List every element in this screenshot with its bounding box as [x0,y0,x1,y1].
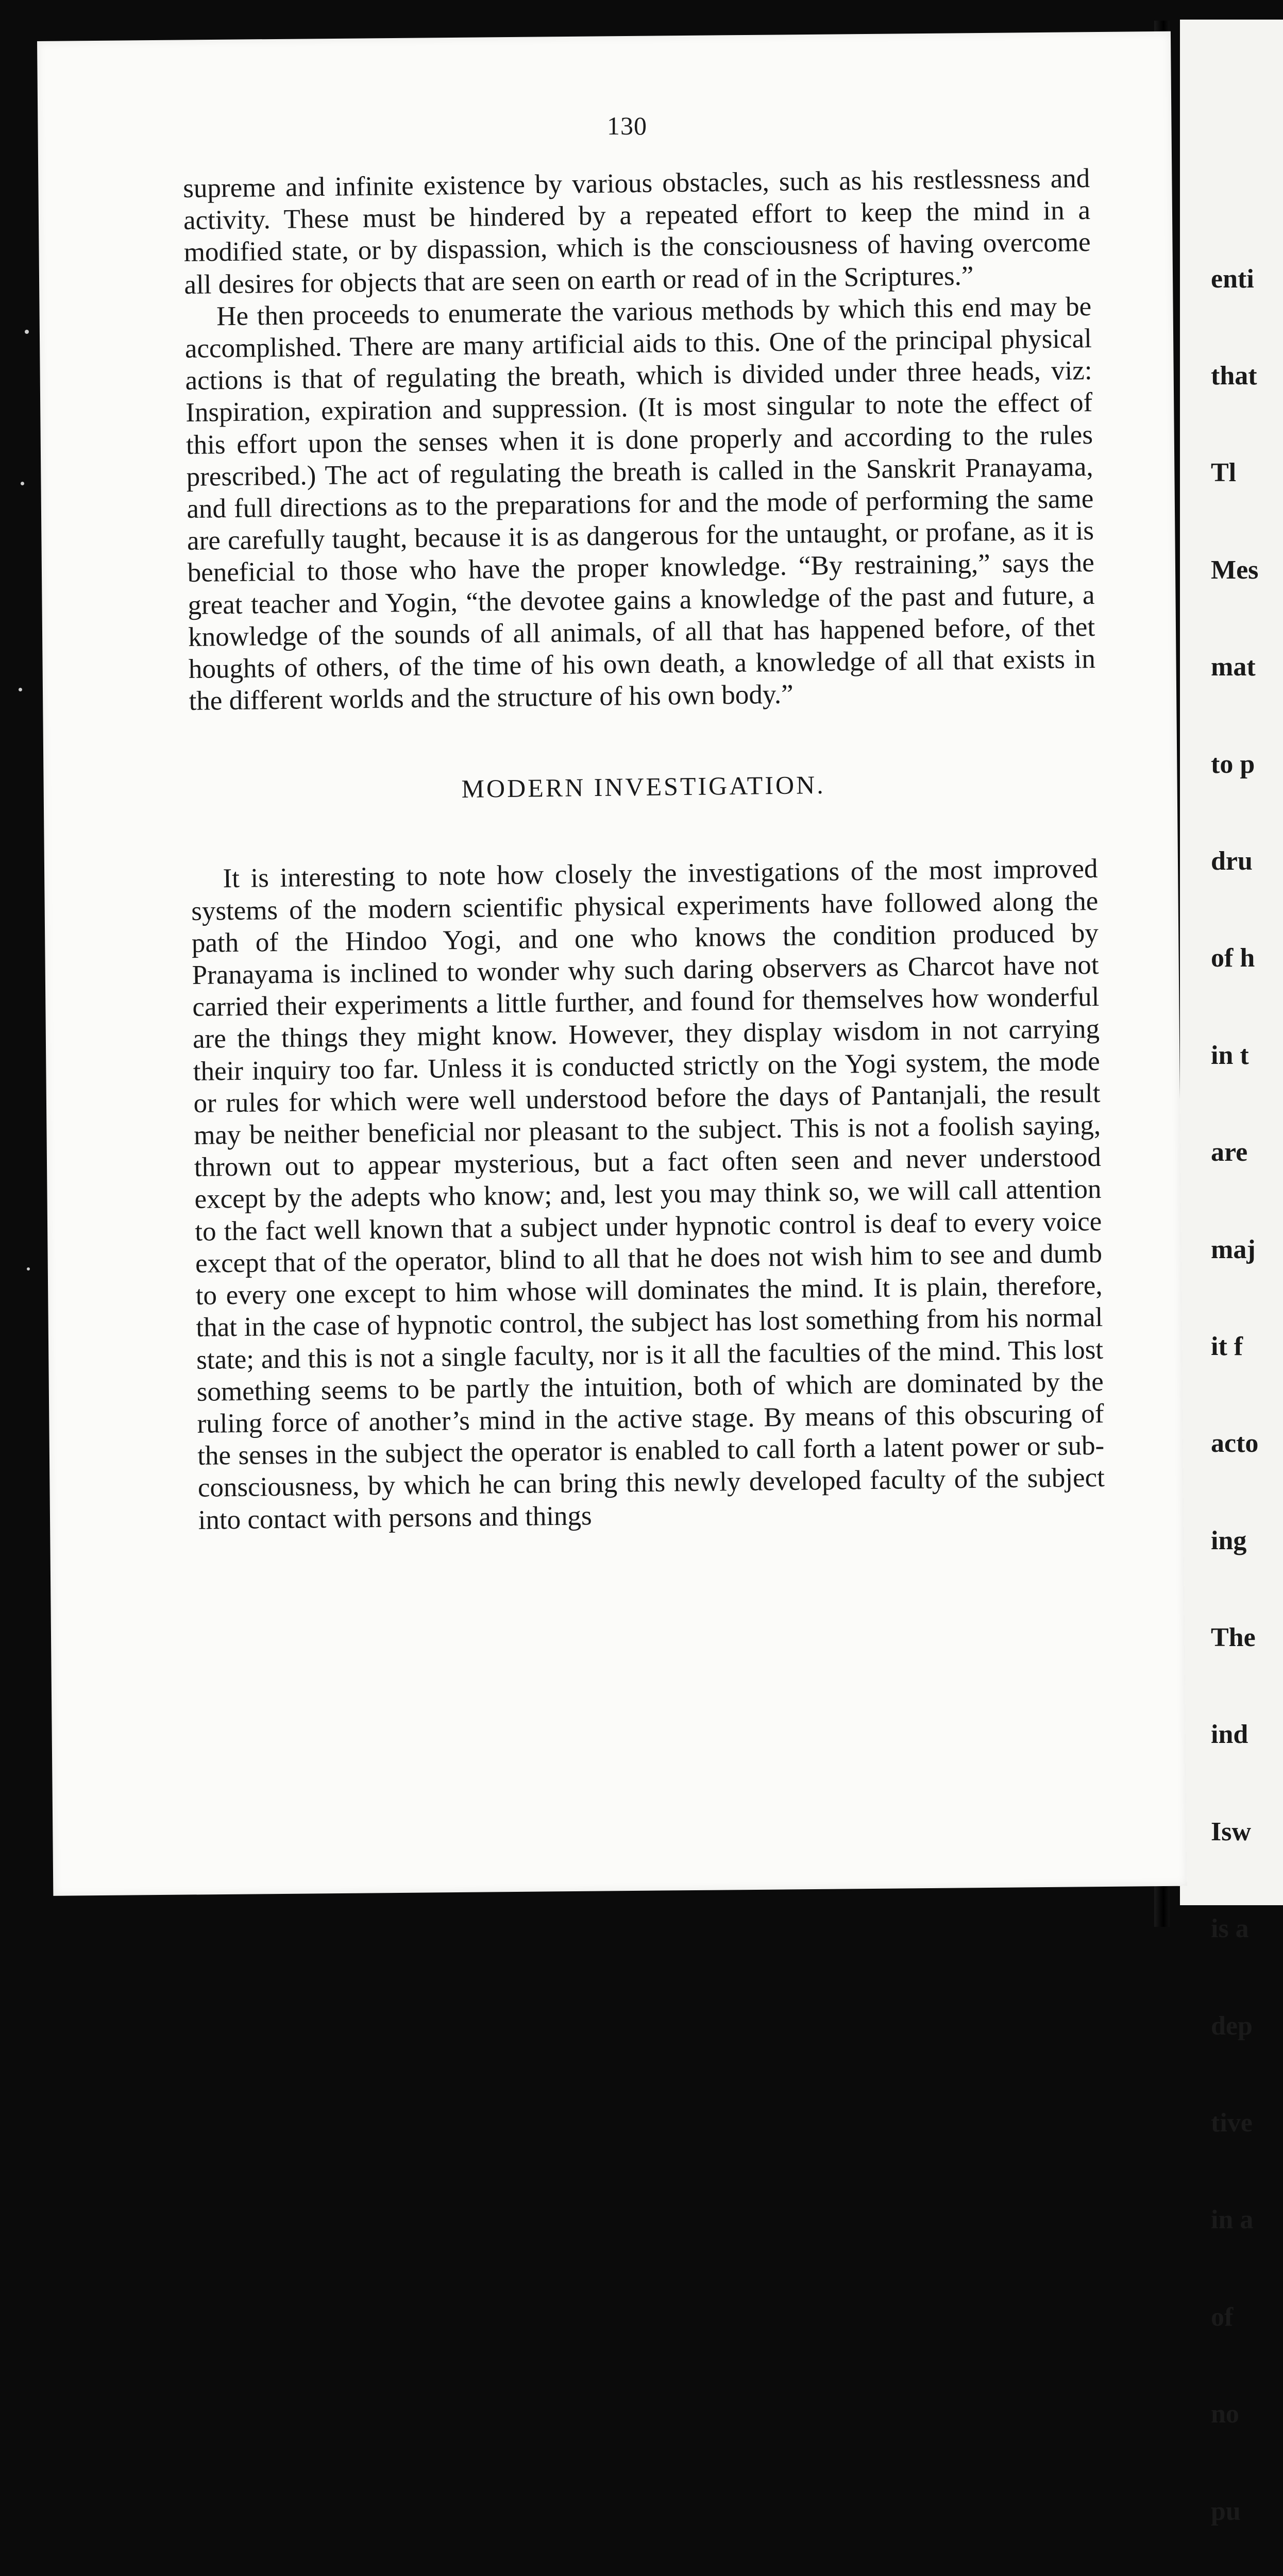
adjacent-fragment: are [1211,1138,1248,1167]
paragraph: supreme and infinite existence by various obstacles, such as his restlessness and activity. These must be hindered by a repeated effort to keep the mind in a modified state, or by dispassion, which is the consciousness of having overcome all desires for objects that are seen on earth or read of in the Scriptures.” [183,163,1091,300]
scan-speck [25,330,29,334]
scan-speck [27,1267,30,1270]
adjacent-fragment: of [1211,2302,1234,2332]
adjacent-fragment: is a [1211,1914,1249,1944]
adjacent-fragment: no [1211,2399,1239,2429]
adjacent-fragment: Mes [1211,555,1259,585]
adjacent-fragment: Tl [1211,458,1237,488]
adjacent-fragment: ing [1211,1526,1247,1555]
adjacent-fragment: that [1211,361,1257,391]
paragraph: It is interesting to note how closely the investigations of the most improved systems of the modern scientific physical experiments have followed along the path of the Hindoo Yogi, and one who knows the condition produced by Pranayama is inclined to wonder why such daring observers as Charcot have not carried their experiments a little further, and found for themselves how wonderful are the things they might know. However, they display wisdom in not carrying their inquiry too far. Unless it is conducted strictly on the Yogi system, the mode or rules for which were well understood before the days of Pantanjali, the result may be neither beneficial nor pleasant to the subject. This is not a foolish saying, thrown out to appear mysterious, but a fact often seen and never understood except by the adepts who know; and, lest you may think so, we will call attention to the fact well known that a subject under hypnotic control is deaf to every voice except that of the operator, blind to all that he does not wish him to see and dumb to every one except to him whose will dominates the mind. It is plain, therefore, that in the case of hypnotic control, the subject has lost something from his normal state; and this is not a single faculty, nor is it all the faculties of the mind. This lost something seems to be partly the intuition, both of which are dominated by the ruling force of another’s mind in the active stage. By means of this obscuring of the senses in the subject the operator is enabled to call forth a latent power or sub-consciousness, by which he can bring this newly developed faculty of the subject into contact with persons and things [191,854,1105,1535]
paragraph: He then proceeds to enumerate the various methods by which this end may be accomplished. There are many artificial aids to this. One of the principal physical actions is that of regulating the breath, which is divided under three heads, viz: Inspiration, expiration and suppression. (It is most singular to note the effect of this effort upon the senses when it is done properly and according to the rules prescribed.) The act of regulating the breath is called in the Sanskrit Pranayama, and full directions as to the preparations for and the mode of performing the same are carefully taught, because it is as dangerous for the untaught, or profane, as it is beneficial to those who have the proper knowledge. “By restraining,” says the great teacher and Yogin, “the devotee gains a knowledge of the past and future, a knowledge of the sounds of all animals, of all that has happened before, of thet houghts of others, of the time of his own death, a knowledge of all that exists in the different worlds and the structure of his own body.” [184,291,1096,717]
adjacent-fragment: of h [1211,943,1255,973]
adjacent-fragment: acto [1211,1429,1259,1459]
scan-speck [21,482,24,485]
adjacent-fragment: maj [1211,1234,1256,1264]
adjacent-page-text [1211,198,1258,2576]
adjacent-fragment: in a [1211,2205,1254,2235]
adjacent-fragment: in t [1211,1040,1249,1070]
adjacent-fragment: pu [1211,2496,1241,2526]
adjacent-fragment: tive [1211,2108,1253,2138]
adjacent-fragment: The [1211,1623,1256,1653]
adjacent-fragment: enti [1211,264,1254,294]
adjacent-fragment: dru [1211,846,1253,876]
adjacent-fragment: Isw [1211,1817,1252,1846]
adjacent-fragment: dep [1211,2011,1253,2041]
adjacent-fragment: ind [1211,1720,1248,1750]
scan-speck [19,688,22,691]
adjacent-fragment: mat [1211,652,1256,682]
page-body [183,162,1105,1536]
section-heading: MODERN INVESTIGATION. [461,770,825,804]
adjacent-fragment: to p [1211,749,1255,779]
page-number: 130 [607,111,647,140]
adjacent-fragment: it f [1211,1331,1243,1361]
